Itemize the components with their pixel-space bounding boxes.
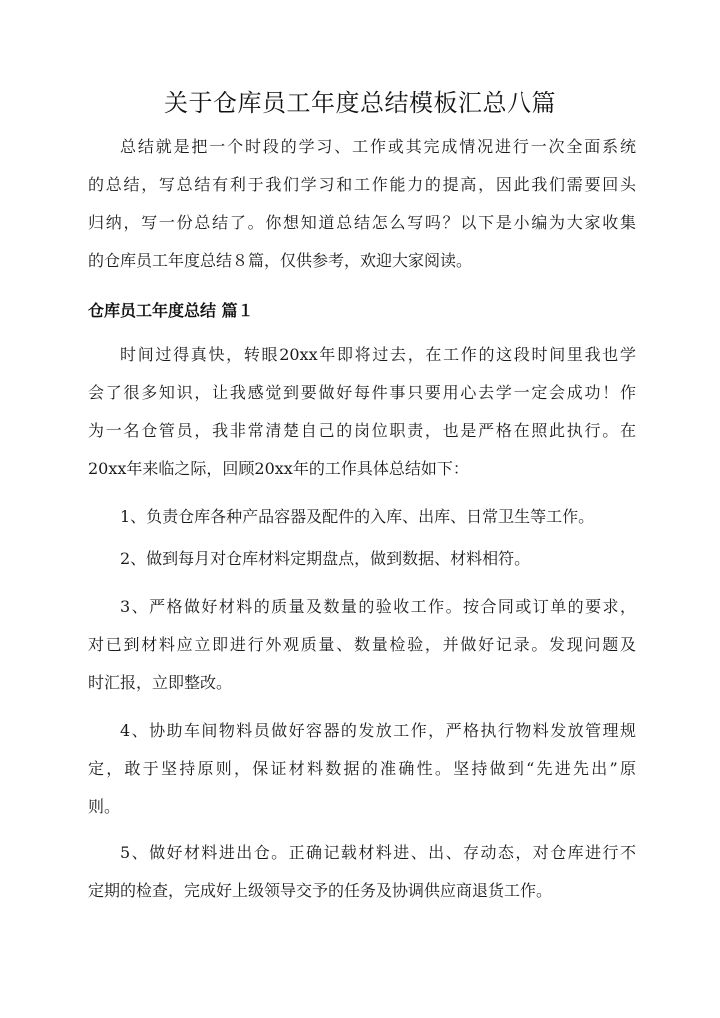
item3-line-1: 3、严格做好材料的质量及数量的验收工作。按合同或订单的要求，: [120, 597, 636, 616]
intro-line-2: 的总结，写总结有利于我们学习和工作能力的提高，因此我们需要回头: [88, 175, 636, 194]
paragraph1-line-3: 为一名仓管员，我非常清楚自己的岗位职责，也是严格在照此执行。在: [88, 421, 636, 440]
item4-line-3: 则。: [88, 797, 121, 816]
item4-line-1: 4、协助车间物料员做好容器的发放工作，严格执行物料发放管理规: [120, 721, 636, 740]
paragraph1-line-1: 时间过得真快，转眼20xx年即将过去，在工作的这段时间里我也学: [120, 345, 636, 364]
item5-line-1: 5、做好材料进出仓。正确记载材料进、出、存动态，对仓库进行不: [120, 843, 636, 862]
item1-line-1: 1、负责仓库各种产品容器及配件的入库、出库、日常卫生等工作。: [120, 507, 595, 526]
item3-line-2: 对已到材料应立即进行外观质量、数量检验，并做好记录。发现问题及: [88, 635, 636, 654]
intro-line-4: 的仓库员工年度总结８篇，仅供参考，欢迎大家阅读。: [88, 251, 473, 270]
item2-line-1: 2、做到每月对仓库材料定期盘点，做到数据、材料相符。: [120, 549, 531, 568]
intro-line-1: 总结就是把一个时段的学习、工作或其完成情况进行一次全面系统: [120, 137, 636, 156]
item4-line-2: 定，敢于坚持原则，保证材料数据的准确性。坚持做到“先进先出”原: [88, 759, 636, 778]
paragraph1-line-2: 会了很多知识，让我感觉到要做好每件事只要用心去学一定会成功！作: [88, 383, 636, 402]
item3-line-3: 时汇报，立即整改。: [88, 673, 233, 692]
section-heading: 仓库员工年度总结 篇１: [88, 301, 254, 320]
intro-line-3: 归纳，写一份总结了。你想知道总结怎么写吗？以下是小编为大家收集: [88, 213, 636, 232]
paragraph1-line-4: 20xx年来临之际，回顾20xx年的工作具体总结如下：: [88, 459, 469, 478]
item5-line-2: 定期的检查，完成好上级领导交予的任务及协调供应商退货工作。: [88, 881, 553, 900]
document-title: 关于仓库员工年度总结模板汇总八篇: [164, 89, 556, 117]
